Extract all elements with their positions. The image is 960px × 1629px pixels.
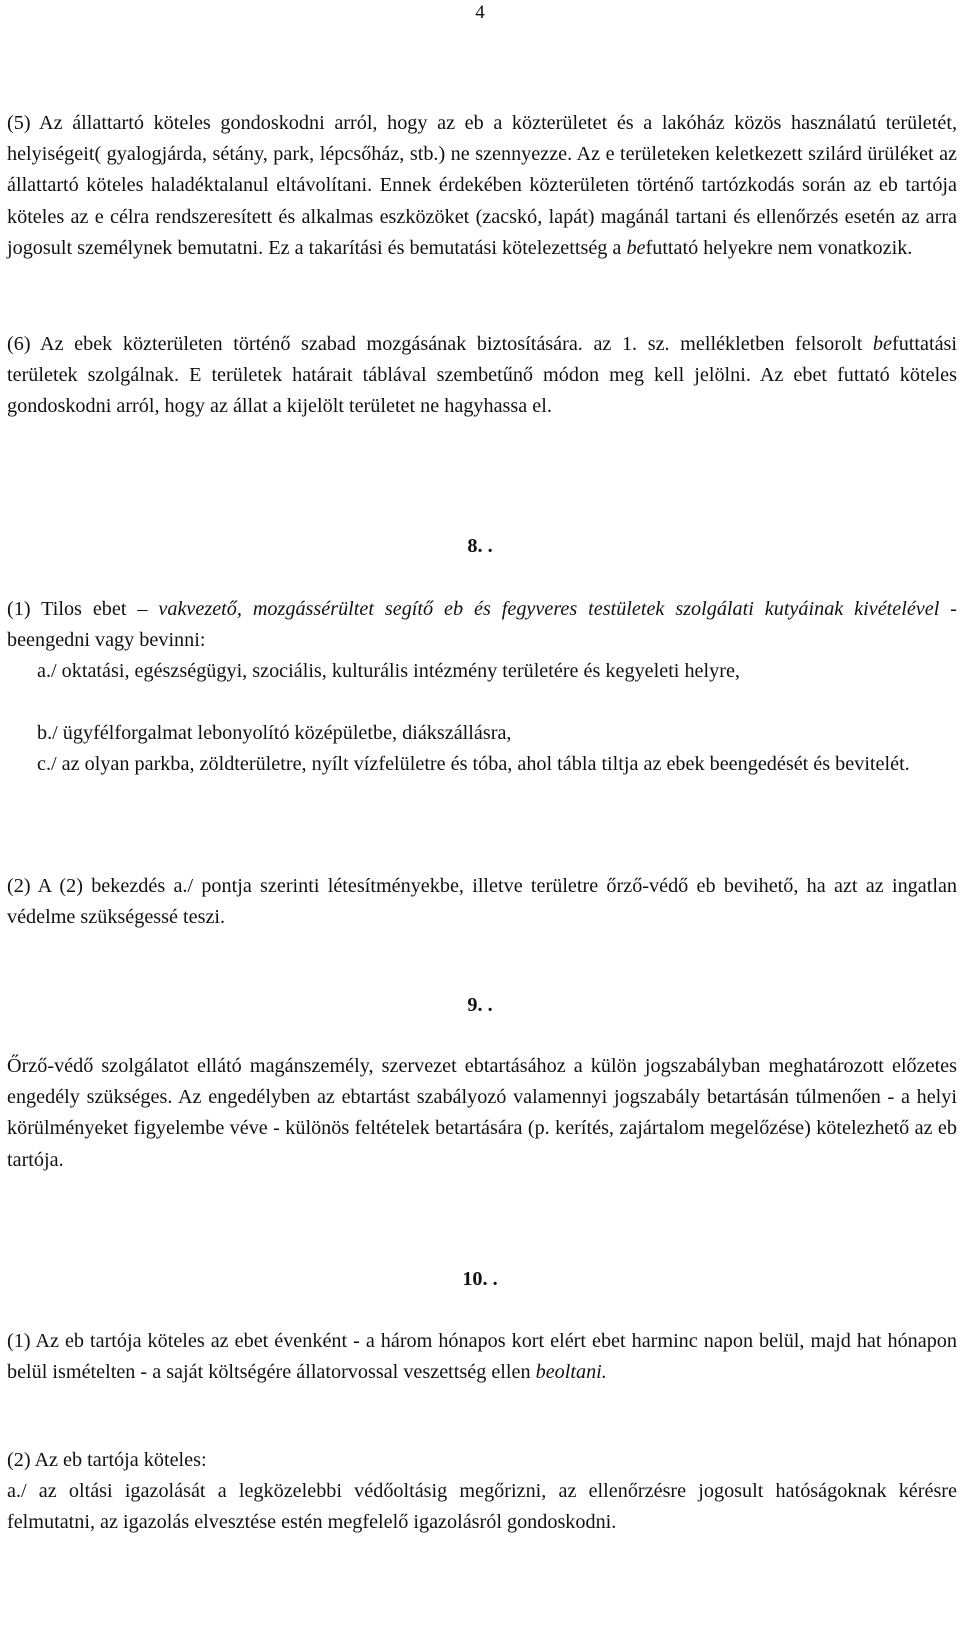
paragraph-7-6 — [7, 329, 957, 423]
page-number: 4 — [475, 2, 485, 23]
paragraph-7-5 — [7, 108, 957, 264]
paragraph-10-1 — [7, 1326, 957, 1388]
paragraph-9: Őrző-védő szolgálatot ellátó magánszemély, szervezet ebtartásához a külön jogszabályban meghatározott előzetes engedély szükséges. Az engedélyben az ebtartást szabályozó valamennyi jogszabály betartásán túlmenően - a helyi körülményeket figyelembe véve - különös feltételek betartására (p. kerítés, zajártalom megelőzése) kötelezhető az eb tartója. — [7, 1055, 957, 1171]
section-heading-8: 8. . — [467, 535, 493, 557]
paragraph-text: - beengedni vagy bevinni: — [7, 598, 957, 652]
paragraph-text: (1) Az eb tartója köteles az ebet évenként - a három hónapos kort elért ebet harminc napon belül, majd hat hónapon belül ismételten - a saját költségére állatorvossal veszettség ellen — [7, 1330, 957, 1384]
emphasis: vakvezető, mozgássérültet segítő eb és fegyveres testületek szolgálati kutyáinak kivételével — [158, 598, 940, 620]
paragraph-10-2-title: (2) Az eb tartója köteles: — [7, 1449, 207, 1471]
emphasis: be — [872, 333, 892, 355]
paragraph-text: futtató helyekre nem vonatkozik. — [645, 236, 913, 259]
paragraph-text: (6) Az ebek közterületen történő szabad mozgásának biztosítására. az 1. sz. mellékletben felsorolt — [7, 333, 873, 355]
emphasis: be — [626, 236, 646, 259]
paragraph-text: (1) Tilos ebet – — [7, 598, 159, 620]
paragraph-10-2-item-a: a./ az oltási igazolását a legközelebbi védőoltásig megőrizni, az ellenőrzésre jogosult hatóságoknak kérésre felmutatni, az igazolás elvesztése estén megfelelő igazolásról gondoskodni. — [7, 1480, 957, 1534]
section-heading-10: 10. . — [462, 1268, 498, 1290]
paragraph-8-2: (2) A (2) bekezdés a./ pontja szerinti létesítményekbe, illetve területre őrző-védő eb bevihető, ha azt az ingatlan védelme szükségessé teszi. — [7, 875, 957, 929]
paragraph-text: futtatási területek szolgálnak. E területek határait táblával szembetűnő módon meg kell jelölni. Az ebet futtató köteles gondoskodni arról, hogy az állat a kijelölt területet ne hagyhassa el. — [7, 333, 957, 418]
list-item-c: c./ az olyan parkba, zöldterületre, nyílt vízfelületre és tóba, ahol tábla tiltja az ebek beengedését és bevitelét. — [37, 753, 910, 775]
section-heading-9: 9. . — [467, 994, 493, 1016]
paragraph-text: (5) Az állattartó köteles gondoskodni arról, hogy az eb a közterületet és a lakóház közös használatú területét, helyiségeit( gyalogjárda, sétány, park, lépcsőház, stb.) ne szennyezze. Az e területeken keletkezett szilárd ürüléket az állattartó köteles haladéktalanul eltávolítani. Ennek érdekében közterületen történő tartózkodás során az eb tartója köteles az e célra rendszeresített és alkalmas eszközöket (zacskó, lapát) magánál tartani és ellenőrzés esetén az arra jogosult személynek bemutatni. Ez a takarítási és bemutatási kötelezettség a — [7, 112, 957, 259]
list-item-a: a./ oktatási, egészségügyi, szociális, kulturális intézmény területére és kegyeleti helyre, — [37, 660, 740, 682]
emphasis: beoltani. — [535, 1361, 607, 1384]
list-item-b: b./ ügyfélforgalmat lebonyolító középületbe, diákszállásra, — [37, 722, 512, 744]
paragraph-8-1 — [7, 594, 957, 656]
